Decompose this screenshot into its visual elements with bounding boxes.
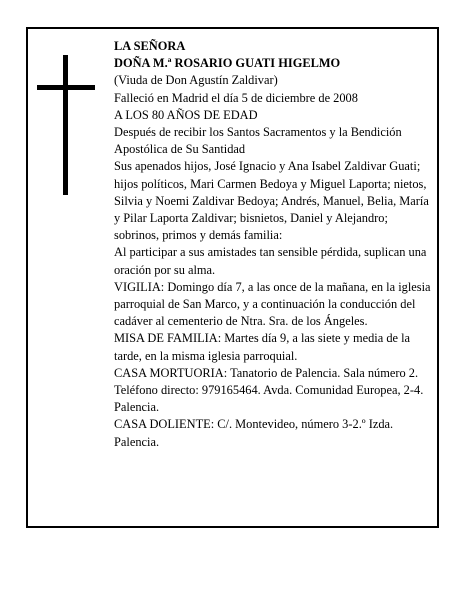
age-line: A LOS 80 AÑOS DE EDAD — [114, 107, 258, 122]
widow-of-line: (Viuda de Don Agustín Zaldivar) — [114, 73, 278, 88]
prayer-request-paragraph: Al participar a sus amistades tan sensible pérdida, suplican una oración por su alma. — [114, 245, 427, 277]
vigil-paragraph: VIGILIA: Domingo día 7, a las once de la mañana, en la iglesia parroquial de San Marco, y a continuación la conducción del cadáver al cementerio de Ntra. Sra. de los Ángeles. — [114, 279, 431, 329]
sacraments-paragraph: Después de recibir los Santos Sacramentos y la Bendición Apostólica de Su Santidad — [114, 125, 402, 157]
cross-icon-vertical-bar — [63, 55, 68, 195]
mourning-house-paragraph: CASA DOLIENTE: C/. Montevideo, número 3-2.º Izda. Palencia. — [114, 417, 394, 449]
obituary-text — [114, 38, 432, 451]
family-paragraph: Sus apenados hijos, José Ignacio y Ana Isabel Zaldivar Guati; hijos políticos, Mari Carmen Bedoya y Miguel Laporta; nietos, Silvia y Noemi Zaldivar Bedoya; Andrés, Manuel, Belia, María y Pilar Laporta Zaldivar; bisnietos, Daniel y Alejandro; sobrinos, primos y demás familia: — [114, 159, 429, 243]
heading-title: LA SEÑORA — [114, 39, 186, 53]
funeral-home-paragraph: CASA MORTUORIA: Tanatorio de Palencia. Sala número 2. Teléfono directo: 979165464. Avda. Comunidad Europea, 2-4. Palencia. — [114, 365, 424, 415]
family-mass-paragraph: MISA DE FAMILIA: Martes día 9, a las siete y media de la tarde, en la misma iglesia parroquial. — [114, 331, 411, 363]
cross-icon-horizontal-bar — [37, 85, 95, 90]
deceased-name: DOÑA M.ª ROSARIO GUATI HIGELMO — [114, 56, 341, 71]
death-place-date: Falleció en Madrid el día 5 de diciembre de 2008 — [114, 90, 358, 105]
